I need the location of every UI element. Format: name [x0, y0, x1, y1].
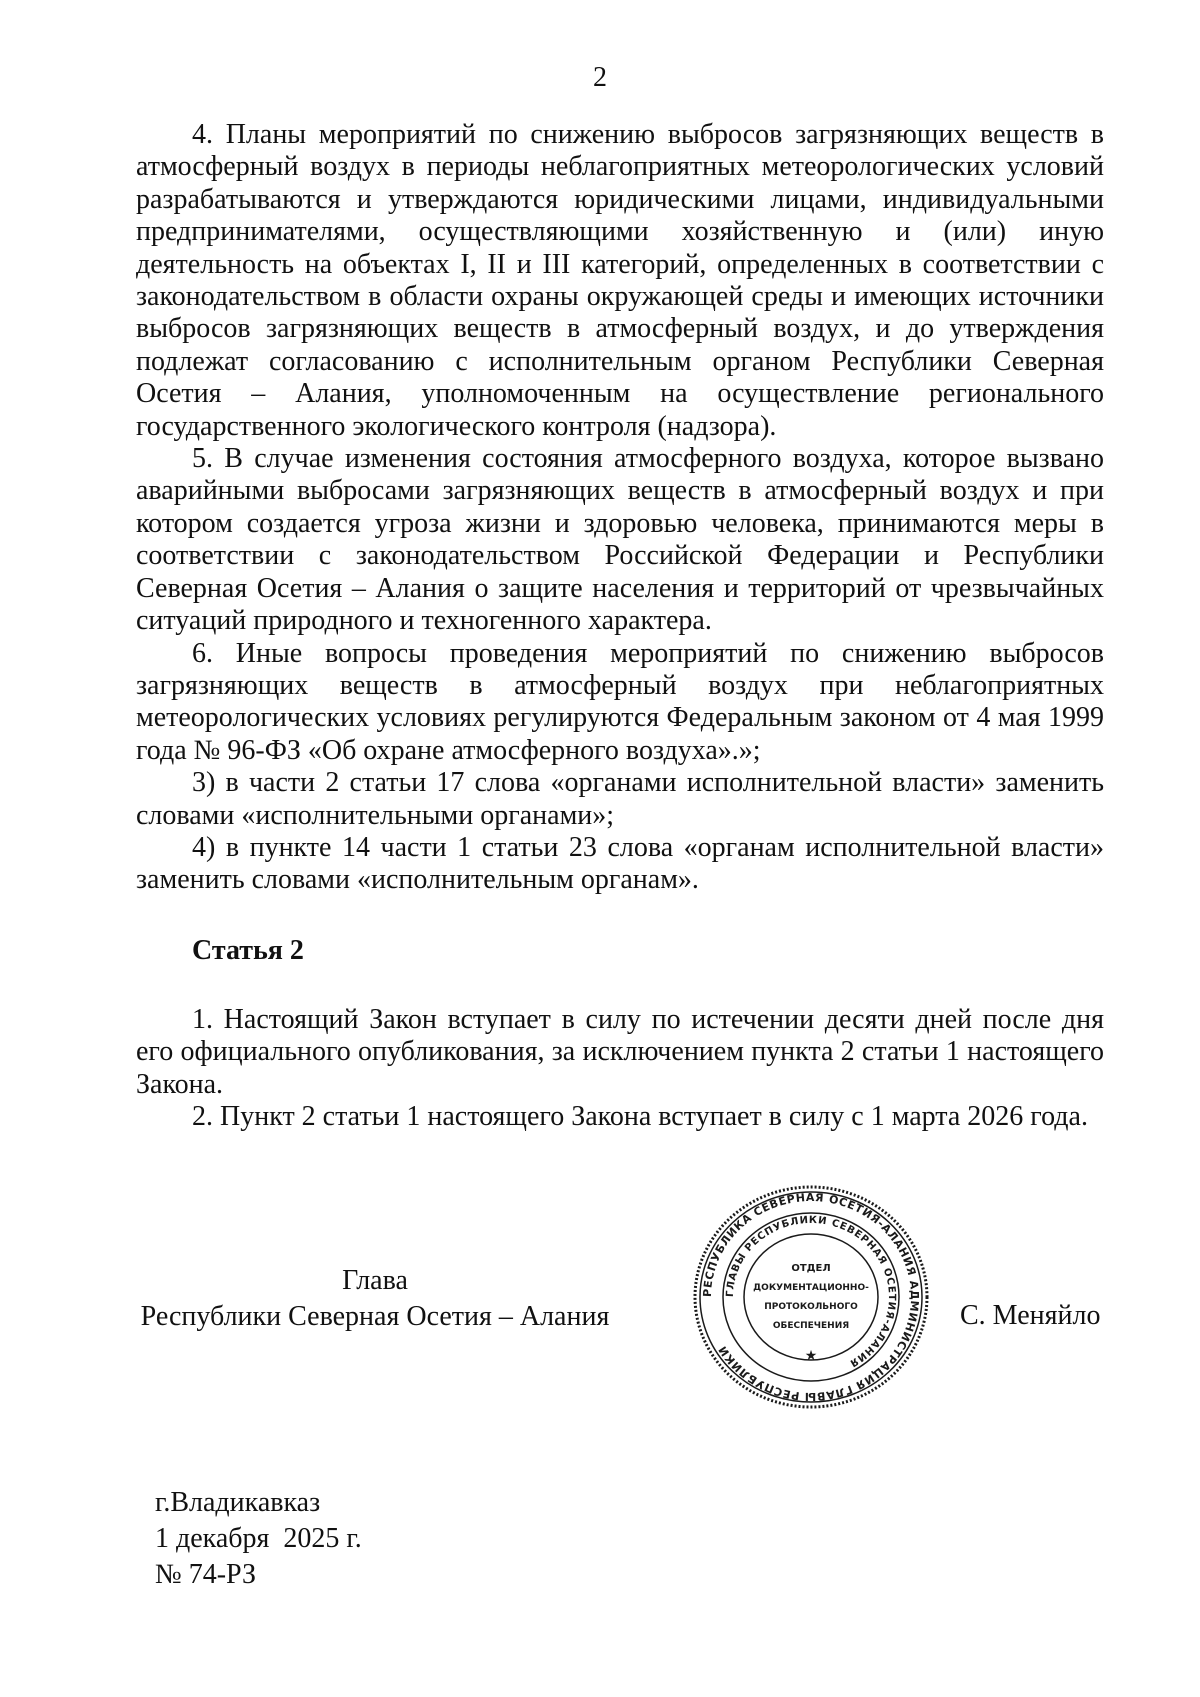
paragraph-4-plans: 4. Планы мероприятий по снижению выбросов загрязняющих веществ в атмосферный воздух в периоды неблагоприятных метеорологических условий разрабатываются и утверждаются юридическими лицами, индивидуальными предпринимателями, осуществляющими хозяйственную и (или) иную деятельность на объектах I, II и III категорий, определенных в соответствии с законодательством в области охраны окружающей среды и имеющих источники выбросов загрязняющих веществ в атмосферный воздух, и до утверждения подлежат согласованию с исполнительным органом Республики Северная Осетия – Алания, уполномоченным на осуществление регионального государственного экологического контроля (надзора).: [136, 119, 1104, 442]
paragraph-6-other: 6. Иные вопросы проведения мероприятий по снижению выбросов загрязняющих веществ в атмосферный воздух при неблагоприятных метеорологических условиях регулируются Федеральным законом от 4 мая 1999 года № 96-ФЗ «Об охране атмосферного воздуха».»;: [136, 637, 1104, 766]
article-paragraph-2: 2. Пункт 2 статьи 1 настоящего Закона вступает в силу с 1 марта 2026 года.: [192, 1101, 1088, 1133]
amendment-3: 3) в части 2 статьи 17 слова «органами исполнительной власти» заменить словами «исполнительными органами»;: [136, 767, 1104, 831]
paragraph-5-emergency: 5. В случае изменения состояния атмосферного воздуха, которое вызвано аварийными выбросами загрязняющих веществ в атмосферный воздух и при котором создается угроза жизни и здоровью человека, принимаются меры в соответствии с законодательством Российской Федерации и Республики Северная Осетия – Алания о защите населения и территорий от чрезвычайных ситуаций природного и техногенного характера.: [136, 443, 1104, 637]
signatory-name: С. Меняйло: [960, 1300, 1101, 1331]
stamp-center-line3: ПРОТОКОЛЬНОГО: [764, 1302, 858, 1312]
stamp-outer-text: РЕСПУБЛИКА СЕВЕРНАЯ ОСЕТИЯ-АЛАНИЯ АДМИНИСТРАЦИЯ ГЛАВЫ РЕСПУБЛИКИ: [700, 1190, 922, 1404]
stamp-star-icon: ★: [804, 1349, 818, 1364]
signatory-title: [130, 1263, 620, 1335]
stamp-center-line4: ОБЕСПЕЧЕНИЯ: [772, 1321, 850, 1331]
signatory-title-line1: Глава: [342, 1265, 408, 1296]
stamp-inner-text: ГЛАВЫ РЕСПУБЛИКИ СЕВЕРНАЯ ОСЕТИЯ-АЛАНИЯ: [724, 1214, 898, 1369]
place-date-block: [155, 1485, 362, 1593]
official-seal-stamp: [692, 1184, 930, 1410]
page-number: 2: [593, 62, 607, 93]
article-paragraph-1: 1. Настоящий Закон вступает в силу по истечении десяти дней после дня его официального опубликования, за исключением пункта 2 статьи 1 настоящего Закона.: [136, 1004, 1104, 1100]
stamp-center-line1: ОТДЕЛ: [791, 1263, 831, 1274]
law-number: № 74-РЗ: [155, 1559, 256, 1590]
article-heading: Статья 2: [192, 935, 304, 966]
signatory-title-line2: Республики Северная Осетия – Алания: [140, 1301, 610, 1332]
stamp-center-line2: ДОКУМЕНТАЦИОННО-: [753, 1283, 869, 1293]
city: г.Владикавказ: [155, 1487, 321, 1518]
amendment-4: 4) в пункте 14 части 1 статьи 23 слова «органам исполнительной власти» заменить словами «исполнительным органам».: [136, 831, 1104, 896]
article-body: [136, 1004, 1104, 1134]
date: 1 декабря 2025 г.: [155, 1523, 362, 1554]
body-text: [136, 119, 1104, 897]
